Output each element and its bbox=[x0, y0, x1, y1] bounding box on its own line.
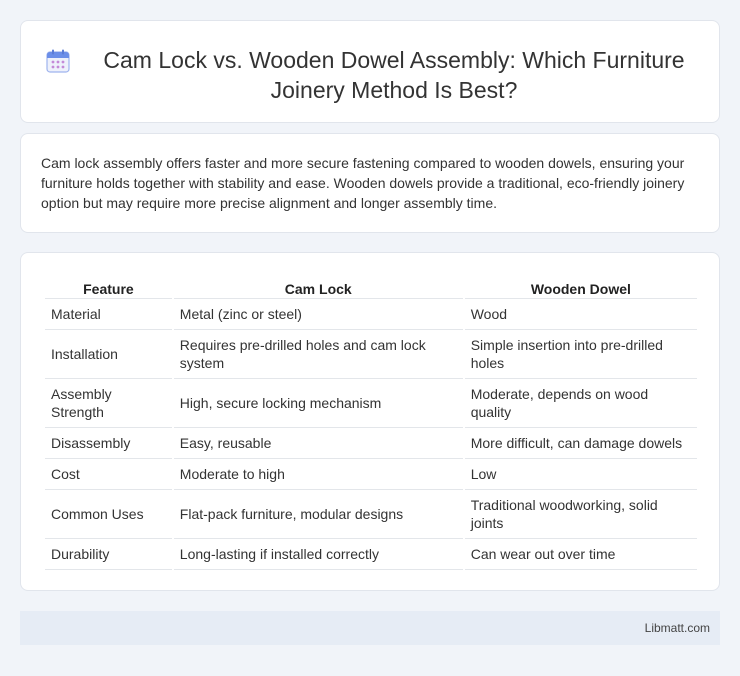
title-card bbox=[20, 20, 720, 123]
feature-cell: Disassembly bbox=[45, 428, 172, 459]
wooden-dowel-cell: More difficult, can damage dowels bbox=[465, 428, 697, 459]
wooden-dowel-cell: Wood bbox=[465, 299, 697, 330]
header-feature: Feature bbox=[45, 275, 172, 299]
feature-cell: Cost bbox=[45, 459, 172, 490]
cam-lock-cell: Metal (zinc or steel) bbox=[174, 299, 463, 330]
cam-lock-cell: High, secure locking mechanism bbox=[174, 379, 463, 428]
table-row bbox=[45, 490, 697, 539]
feature-cell: Assembly Strength bbox=[45, 379, 172, 428]
table-header-row bbox=[45, 275, 697, 299]
table-row bbox=[45, 299, 697, 330]
calendar-icon bbox=[45, 48, 71, 74]
wooden-dowel-cell: Moderate, depends on wood quality bbox=[465, 379, 697, 428]
feature-cell: Installation bbox=[45, 330, 172, 379]
comparison-card bbox=[20, 252, 720, 591]
summary-card bbox=[20, 133, 720, 233]
wooden-dowel-cell: Low bbox=[465, 459, 697, 490]
wooden-dowel-cell: Simple insertion into pre-drilled holes bbox=[465, 330, 697, 379]
header-wooden-dowel: Wooden Dowel bbox=[465, 275, 697, 299]
footer-site-link[interactable]: Libmatt.com bbox=[644, 621, 710, 635]
table-row bbox=[45, 459, 697, 490]
feature-cell: Common Uses bbox=[45, 490, 172, 539]
cam-lock-cell: Easy, reusable bbox=[174, 428, 463, 459]
feature-cell: Material bbox=[45, 299, 172, 330]
table-row bbox=[45, 379, 697, 428]
cam-lock-cell: Moderate to high bbox=[174, 459, 463, 490]
table-row bbox=[45, 428, 697, 459]
cam-lock-cell: Requires pre-drilled holes and cam lock system bbox=[174, 330, 463, 379]
wooden-dowel-cell: Traditional woodworking, solid joints bbox=[465, 490, 697, 539]
footer bbox=[20, 611, 720, 645]
header-cam-lock: Cam Lock bbox=[174, 275, 463, 299]
comparison-table bbox=[43, 275, 699, 570]
page-title: Cam Lock vs. Wooden Dowel Assembly: Which Furniture Joinery Method Is Best? bbox=[103, 47, 685, 103]
summary-text: Cam lock assembly offers faster and more secure fastening compared to wooden dowels, ensuring your furniture holds together with stability and ease. Wooden dowels provide a traditional, eco-friendly joinery option but may require more precise alignment and longer assembly time. bbox=[41, 155, 685, 211]
cam-lock-cell: Flat-pack furniture, modular designs bbox=[174, 490, 463, 539]
table-row bbox=[45, 330, 697, 379]
wooden-dowel-cell: Can wear out over time bbox=[465, 539, 697, 570]
cam-lock-cell: Long-lasting if installed correctly bbox=[174, 539, 463, 570]
feature-cell: Durability bbox=[45, 539, 172, 570]
table-row bbox=[45, 539, 697, 570]
